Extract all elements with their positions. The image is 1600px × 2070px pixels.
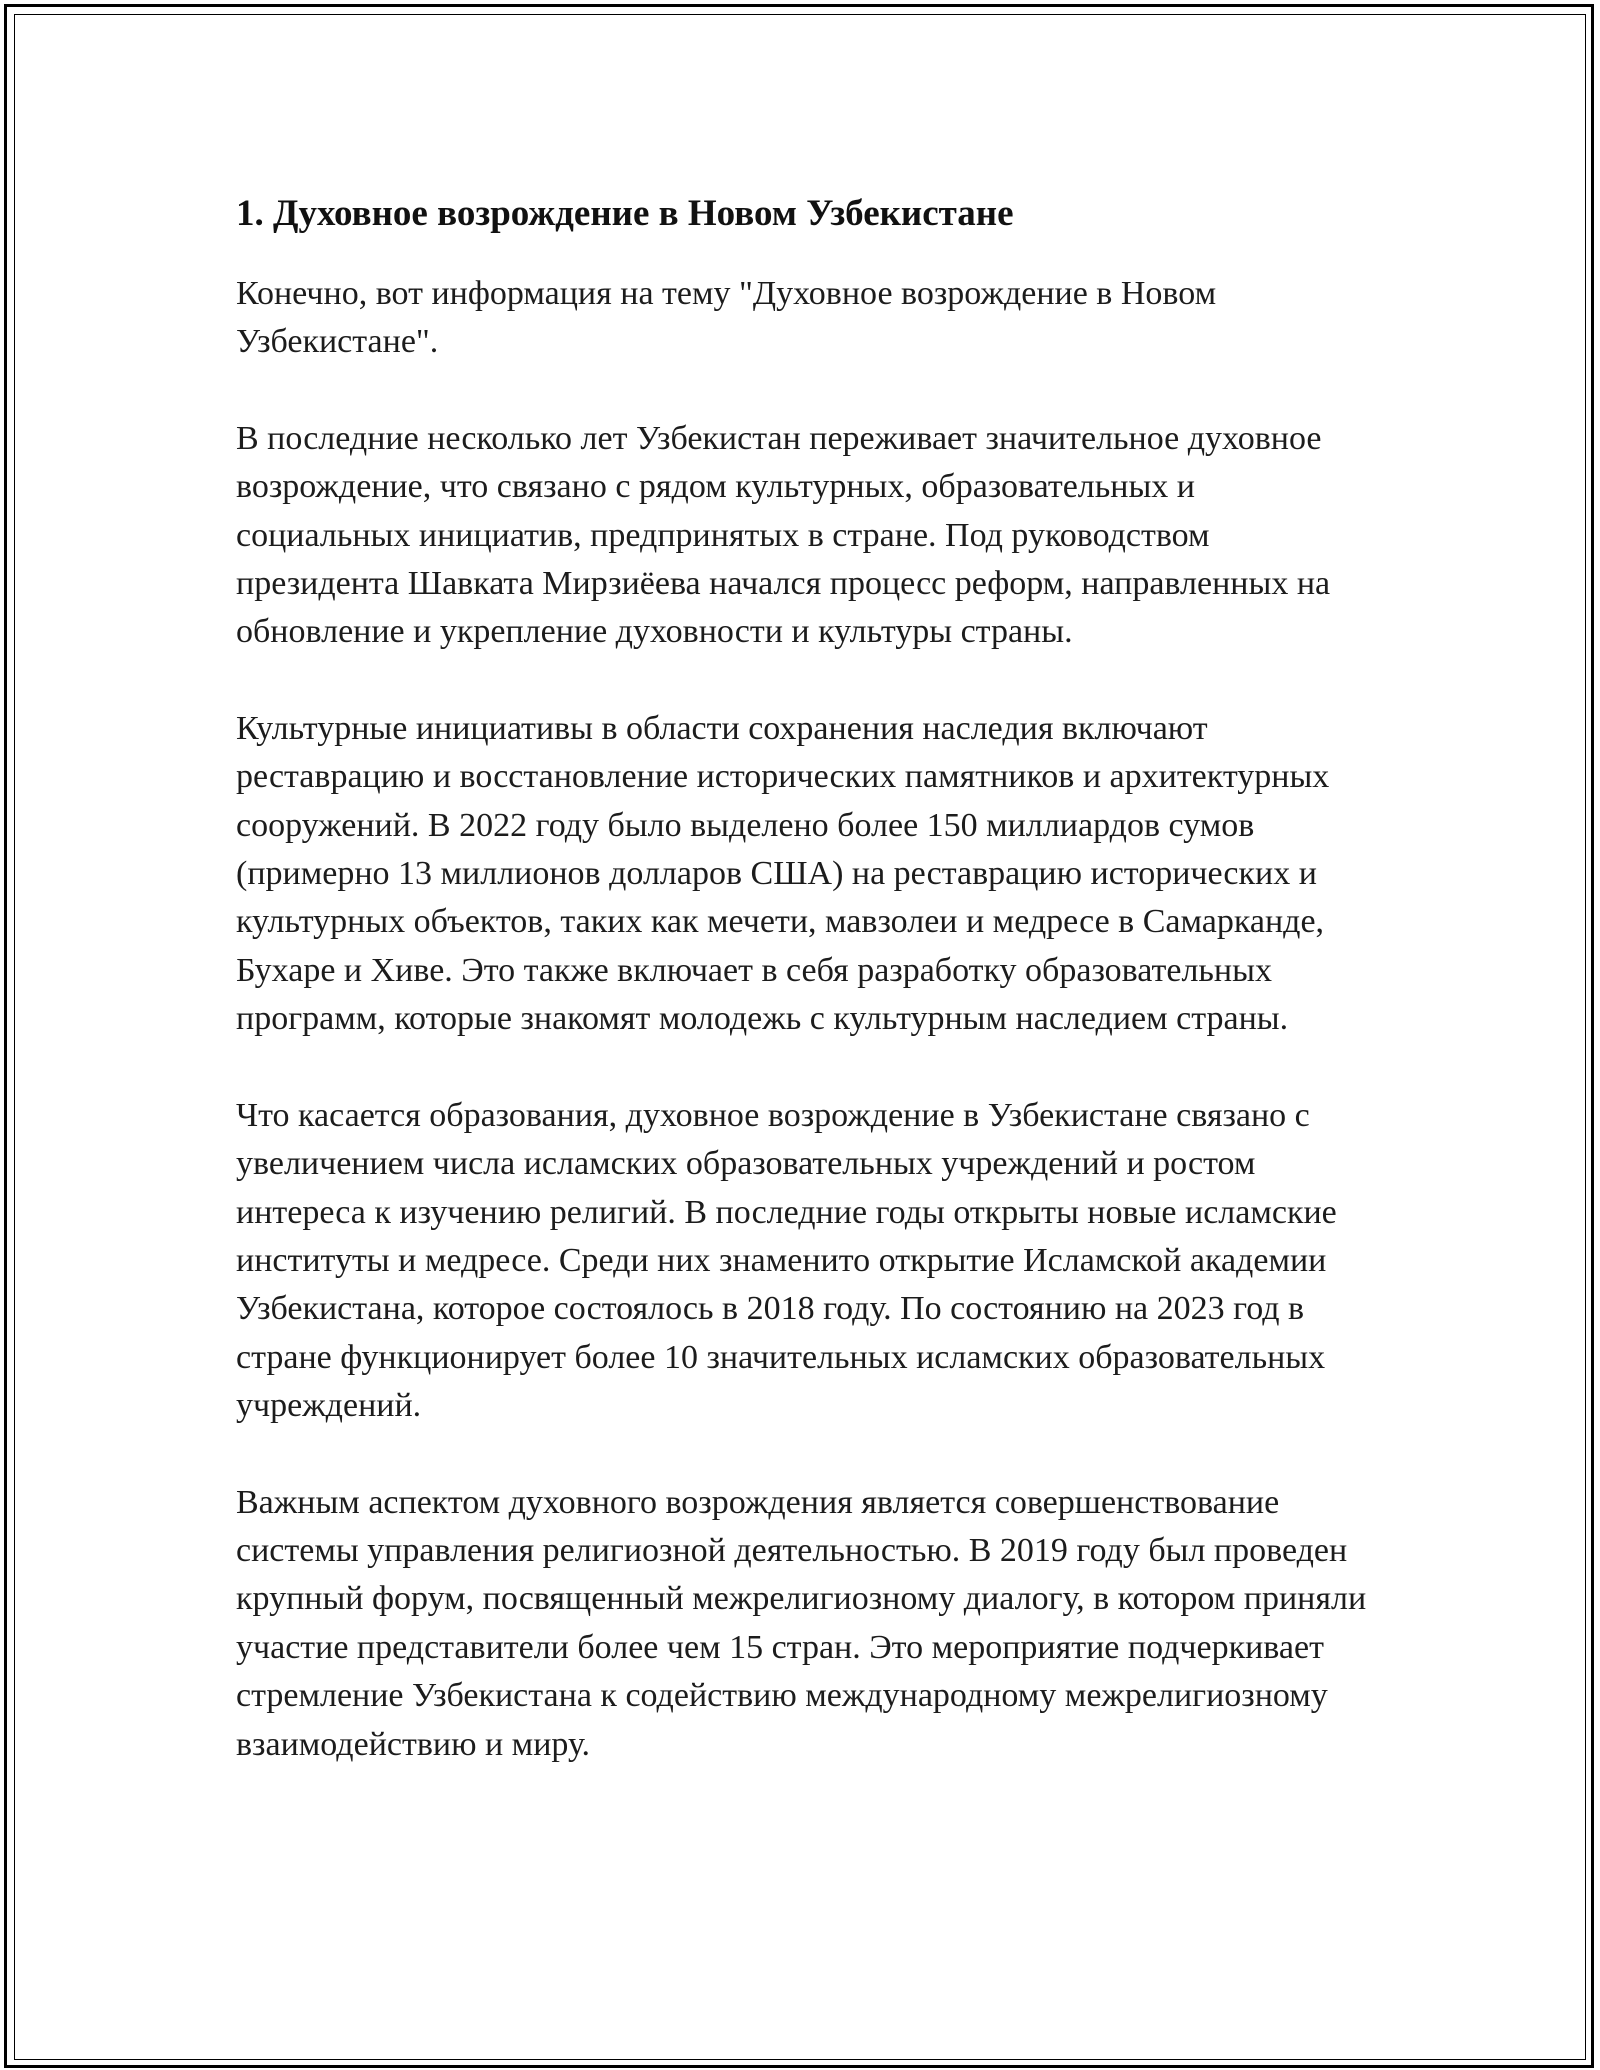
document-body bbox=[236, 188, 1376, 1817]
paragraph-intro: Конечно, вот информация на тему "Духовное возрождение в Новом Узбекистане". bbox=[236, 275, 1217, 361]
paragraph-cultural-heritage: Культурные инициативы в области сохранения наследия включают реставрацию и восстановление исторических памятников и архитектурных сооружений. В 2022 году было выделено более 150 миллиардов сумов (примерно 13 миллионов долларов США) на реставрацию исторических и культурных объектов, таких как мечети, мавзолеи и медресе в Самарканде, Бухаре и Хиве. Это также включает в себя разработку образовательных программ, которые знакомят молодежь с культурным наследием страны. bbox=[236, 709, 1330, 1038]
paragraph-education: Что касается образования, духовное возрождение в Узбекистане связано с увеличением числа исламских образовательных учреждений и ростом интереса к изучению религий. В последние годы открыты новые исламские институты и медресе. Среди них знаменито открытие Исламской академии Узбекистана, которое состоялось в 2018 году. По состоянию на 2023 год в стране функционирует более 10 значительных исламских образовательных учреждений. bbox=[236, 1096, 1337, 1425]
document-title: 1. Духовное возрождение в Новом Узбекистане bbox=[236, 193, 1014, 234]
paragraph-overview: В последние несколько лет Узбекистан переживает значительное духовное возрождение, что связано с рядом культурных, образовательных и социальных инициатив, предпринятых в стране. Под руководством президента Шавката Мирзиёева начался процесс реформ, направленных на обновление и укрепление духовности и культуры страны. bbox=[236, 419, 1331, 651]
paragraph-religious-governance: Важным аспектом духовного возрождения является совершенствование системы управления религиозной деятельностью. В 2019 году был проведен крупный форум, посвященный межрелигиозному диалогу, в котором приняли участие представители более чем 15 стран. Это мероприятие подчеркивает стремление Узбекистана к содействию международному межрелигиозному взаимодействию и миру. bbox=[236, 1483, 1367, 1763]
